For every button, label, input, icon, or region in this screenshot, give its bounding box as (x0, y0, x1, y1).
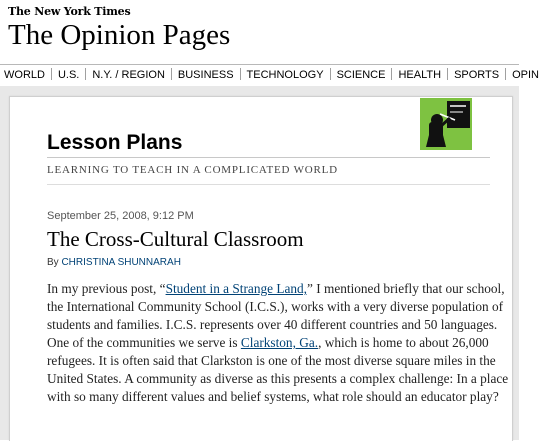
nav-item-science[interactable]: SCIENCE (336, 69, 386, 81)
nav-divider (240, 68, 241, 80)
masthead-logo[interactable]: The New York Times (8, 5, 131, 18)
blog-title[interactable]: Lesson Plans (47, 131, 183, 154)
nav-item-sports[interactable]: SPORTS (454, 69, 500, 81)
teacher-at-chalkboard-icon (420, 98, 472, 150)
tagline-rule (47, 184, 490, 185)
nav-divider (447, 68, 448, 80)
section-title[interactable]: The Opinion Pages (8, 19, 231, 51)
post-title[interactable]: The Cross-Cultural Classroom (47, 227, 304, 251)
nav-item-us[interactable]: U.S. (57, 69, 80, 81)
nav-item-business[interactable]: BUSINESS (177, 69, 234, 81)
previous-post-link[interactable]: Student in a Strange Land, (165, 281, 307, 296)
nav-divider (330, 68, 331, 80)
blog-tagline: LEARNING TO TEACH IN A COMPLICATED WORLD (47, 164, 338, 176)
post-byline (47, 257, 181, 268)
post-date: September 25, 2008, 9:12 PM (47, 210, 194, 222)
nav-item-ny-region[interactable]: N.Y. / REGION (92, 69, 165, 81)
clarkston-link[interactable]: Clarkston, Ga. (240, 335, 319, 350)
section-nav (0, 64, 539, 87)
nav-divider (51, 68, 52, 80)
blog-title-rule (47, 157, 490, 158)
nav-item-technology[interactable]: TECHNOLOGY (246, 69, 324, 81)
byline-prefix: By (47, 257, 59, 268)
nav-divider (85, 68, 86, 80)
nav-item-world[interactable]: WORLD (4, 69, 45, 81)
author-link[interactable]: CHRISTINA SHUNNARAH (61, 257, 181, 268)
nav-divider (391, 68, 392, 80)
nav-divider (505, 68, 506, 80)
nav-divider (171, 68, 172, 80)
body-text-1: In my previous post, “ (47, 281, 166, 296)
post-body (47, 280, 517, 406)
nav-item-health[interactable]: HEALTH (398, 69, 442, 81)
body-text-3: , which is home to about 26,000 refugees. It is often said that Clarkston is one of the most diverse square miles in the United States. A community as diverse as this presents a complex challenge: In a place with so many different values and belief systems, what role should an educator play? (47, 335, 509, 404)
blog-logo[interactable] (420, 98, 472, 150)
body-text-2: ” I mentioned briefly that our school, the International Community School (I.C.S.), works with a very diverse population of students and families. I.C.S. represents over 40 different countries and 50 languages. One of the communities we serve is (47, 281, 505, 350)
nav-item-opinion[interactable]: OPIN (512, 69, 539, 81)
